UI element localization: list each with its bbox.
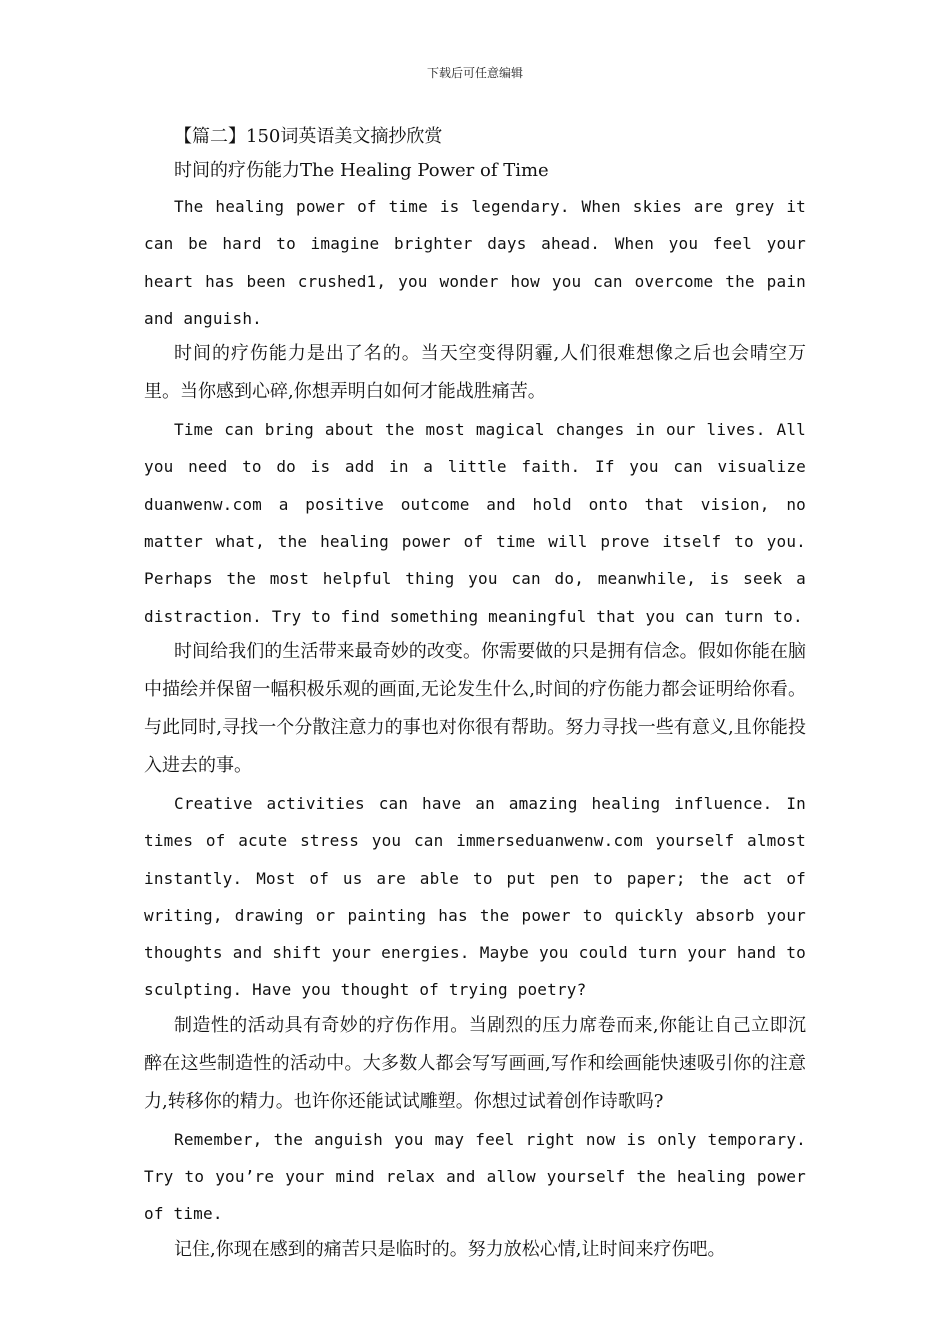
paragraph-en-2: Time can bring about the most magical changes in our lives. All you need to do is add in a little faith. If you can visualize duanwenw.com a positive outcome and hold onto that vision, no matter what, the healing power of time will prove itself to you. Perhaps the most helpful thing you can do, meanwhile, is seek a distraction. Try to find something meaningful that you can turn to. <box>144 420 806 626</box>
paragraph-zh-2: 时间给我们的生活带来最奇妙的改变。你需要做的只是拥有信念。假如你能在脑中描绘并保留一幅积极乐观的画面,无论发生什么,时间的疗伤能力都会证明给你看。与此同时,寻找一个分散注意力的事也对你很有帮助。努力寻找一些有意义,且你能投入进去的事。 <box>144 640 806 776</box>
paragraph-en-4: Remember, the anguish you may feel right now is only temporary. Try to you’re your mind relax and allow yourself the healing power of time. <box>144 1129 806 1224</box>
paragraph-zh-4: 记住,你现在感到的痛苦只是临时的。努力放松心情,让时间来疗伤吧。 <box>174 1238 726 1260</box>
section-heading: 【篇二】150词英语美文摘抄欣赏 <box>174 126 443 147</box>
article-title: 时间的疗伤能力The Healing Power of Time <box>174 160 549 181</box>
article-body <box>144 120 806 1269</box>
paragraph-zh-1: 时间的疗伤能力是出了名的。当天空变得阴霾,人们很难想像之后也会晴空万里。当你感到心碎,你想弄明白如何才能战胜痛苦。 <box>144 343 806 403</box>
paragraph-en-3: Creative activities can have an amazing healing influence. In times of acute stress you can immerseduanwenw.com yourself almost instantly. Most of us are able to put pen to paper; the act of writing, drawing or painting has the power to quickly absorb your thoughts and shift your energies. Maybe you could turn your hand to sculpting. Have you thought of trying poetry? <box>144 793 806 1000</box>
page-header-note: 下载后可任意编辑 <box>426 66 523 80</box>
paragraph-zh-3: 制造性的活动具有奇妙的疗伤作用。当剧烈的压力席卷而来,你能让自己立即沉醉在这些制造性的活动中。大多数人都会写写画画,写作和绘画能快速吸引你的注意力,转移你的精力。也许你还能试试雕塑。你想过试着创作诗歌吗? <box>144 1014 806 1112</box>
paragraph-en-1: The healing power of time is legendary. When skies are grey it can be hard to imagine brighter days ahead. When you feel your heart has been crushed1, you wonder how you can overcome the pain and anguish. <box>144 197 806 328</box>
